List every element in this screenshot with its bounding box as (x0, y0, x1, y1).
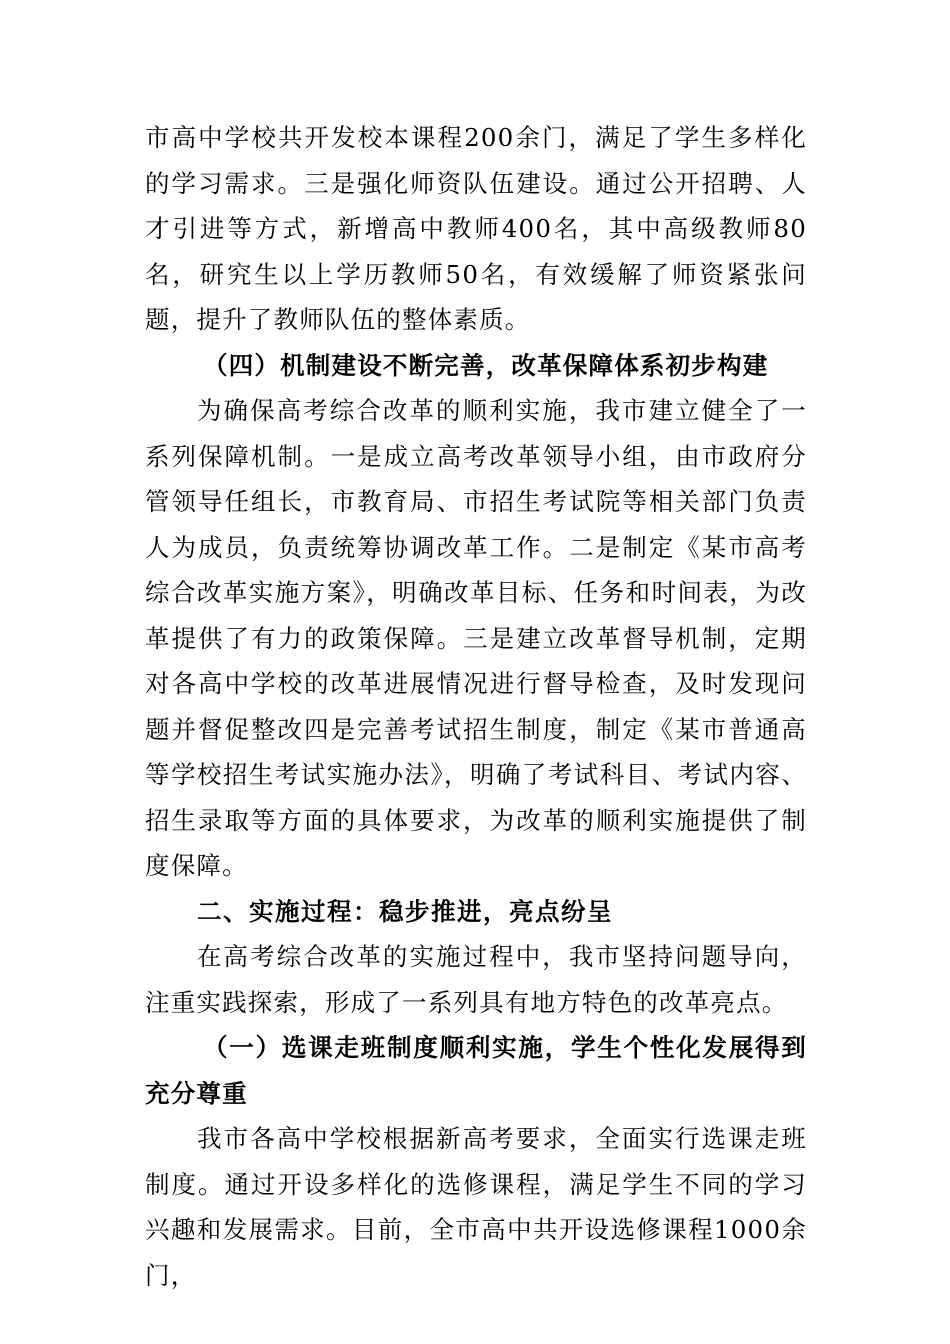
paragraph-teacher-team: 市高中学校共开发校本课程200余门，满足了学生多样化的学习需求。三是强化师资队伍建设。通过公开招聘、人才引进等方式，新增高中教师400名，其中高级教师80名，研究生以上学历教师50名，有效缓解了师资紧张问题，提升了教师队伍的整体素质。 (145, 123, 807, 334)
heading-implementation-process: 二、实施过程：稳步推进，亮点纷呈 (197, 896, 613, 926)
subheading-course-selection: （一）选课走班制度顺利实施，学生个性化发展得到充分尊重 (145, 1033, 807, 1108)
paragraph-guarantee-mechanisms: 为确保高考综合改革的顺利实施，我市建立健全了一系列保障机制。一是成立高考改革领导小组，由市政府分管领导任组长，市教育局、市招生考试院等相关部门负责人为成员，负责统筹协调改革工作。二是制定《某市高考综合改革实施方案》，明确改革目标、任务和时间表，为改革提供了有力的政策保障。三是建立改革督导机制，定期对各高中学校的改革进展情况进行督导检查，及时发现问题并督促整改四是完善考试招生制度，制定《某市普通高等学校招生考试实施办法》，明确了考试科目、考试内容、招生录取等方面的具体要求，为改革的顺利实施提供了制度保障。 (145, 396, 807, 880)
paragraph-course-selection: 我市各高中学校根据新高考要求，全面实行选课走班制度。通过开设多样化的选修课程，满足学生不同的学习兴趣和发展需求。目前，全市高中共开设选修课程1000余门， (145, 1124, 807, 1290)
paragraph-implementation-intro: 在高考综合改革的实施过程中，我市坚持问题导向，注重实践探索，形成了一系列具有地方特色的改革亮点。 (145, 942, 807, 1017)
document-body (145, 115, 807, 1298)
subheading-mechanism-building: （四）机制建设不断完善，改革保障体系初步构建 (203, 350, 769, 380)
